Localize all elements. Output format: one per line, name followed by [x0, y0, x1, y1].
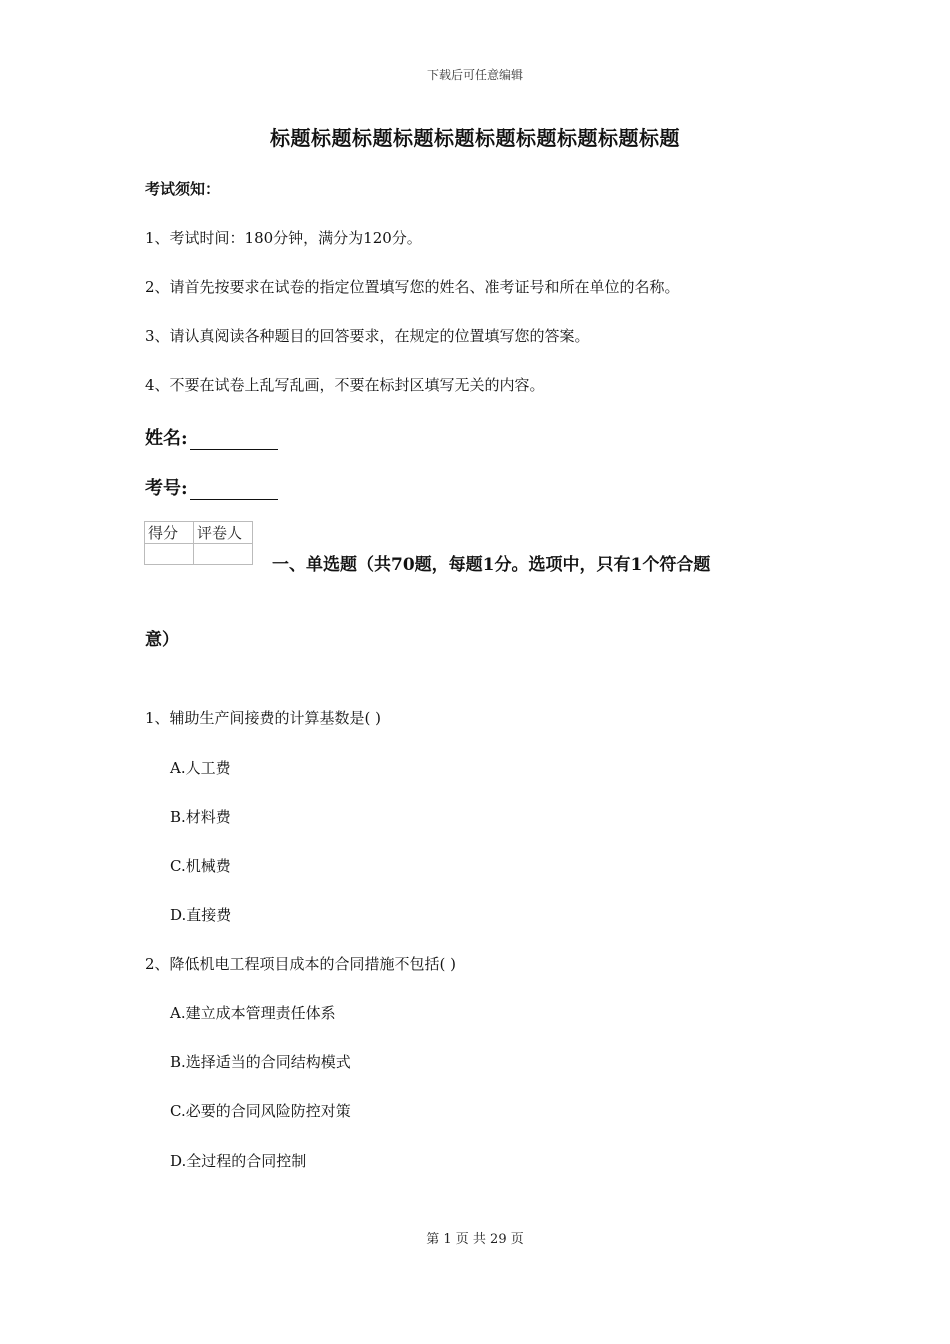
question-option: B.选择适当的合同结构模式	[170, 1053, 351, 1071]
notice-rule: 1、考试时间：180分钟，满分为120分。	[145, 229, 422, 247]
score-table	[144, 521, 253, 565]
grader-cell[interactable]	[194, 544, 253, 565]
exam-number-field	[145, 474, 278, 500]
notice-heading: 考试须知：	[145, 180, 221, 198]
name-label: 姓名:	[145, 428, 188, 449]
page-footer: 第 1 页 共 29 页	[426, 1232, 524, 1247]
question-option: D.全过程的合同控制	[170, 1152, 307, 1170]
name-blank-line[interactable]	[190, 431, 278, 450]
document-title: 标题标题标题标题标题标题标题标题标题标题	[270, 126, 680, 150]
score-header: 得分	[145, 522, 194, 544]
exam-number-label: 考号:	[145, 478, 188, 499]
question-stem: 1、辅助生产间接费的计算基数是( )	[145, 709, 382, 727]
question-option: C.必要的合同风险防控对策	[170, 1102, 351, 1120]
question-option: A.人工费	[170, 759, 231, 777]
section-title: 一、单选题（共70题，每题1分。选项中，只有1个符合题	[272, 555, 711, 575]
question-option: C.机械费	[170, 857, 231, 875]
grader-header: 评卷人	[194, 522, 253, 544]
name-field	[145, 424, 278, 450]
question-stem: 2、降低机电工程项目成本的合同措施不包括( )	[145, 955, 457, 973]
score-cell[interactable]	[145, 544, 194, 565]
question-option: D.直接费	[170, 906, 232, 924]
section-title-continued: 意）	[145, 630, 179, 650]
exam-number-blank-line[interactable]	[190, 481, 278, 500]
notice-rule: 4、不要在试卷上乱写乱画，不要在标封区填写无关的内容。	[145, 376, 545, 394]
header-note: 下载后可任意编辑	[426, 68, 523, 82]
question-option: B.材料费	[170, 808, 231, 826]
notice-rule: 3、请认真阅读各种题目的回答要求，在规定的位置填写您的答案。	[145, 327, 590, 345]
notice-rule: 2、请首先按要求在试卷的指定位置填写您的姓名、准考证号和所在单位的名称。	[145, 278, 680, 296]
question-option: A.建立成本管理责任体系	[170, 1004, 336, 1022]
